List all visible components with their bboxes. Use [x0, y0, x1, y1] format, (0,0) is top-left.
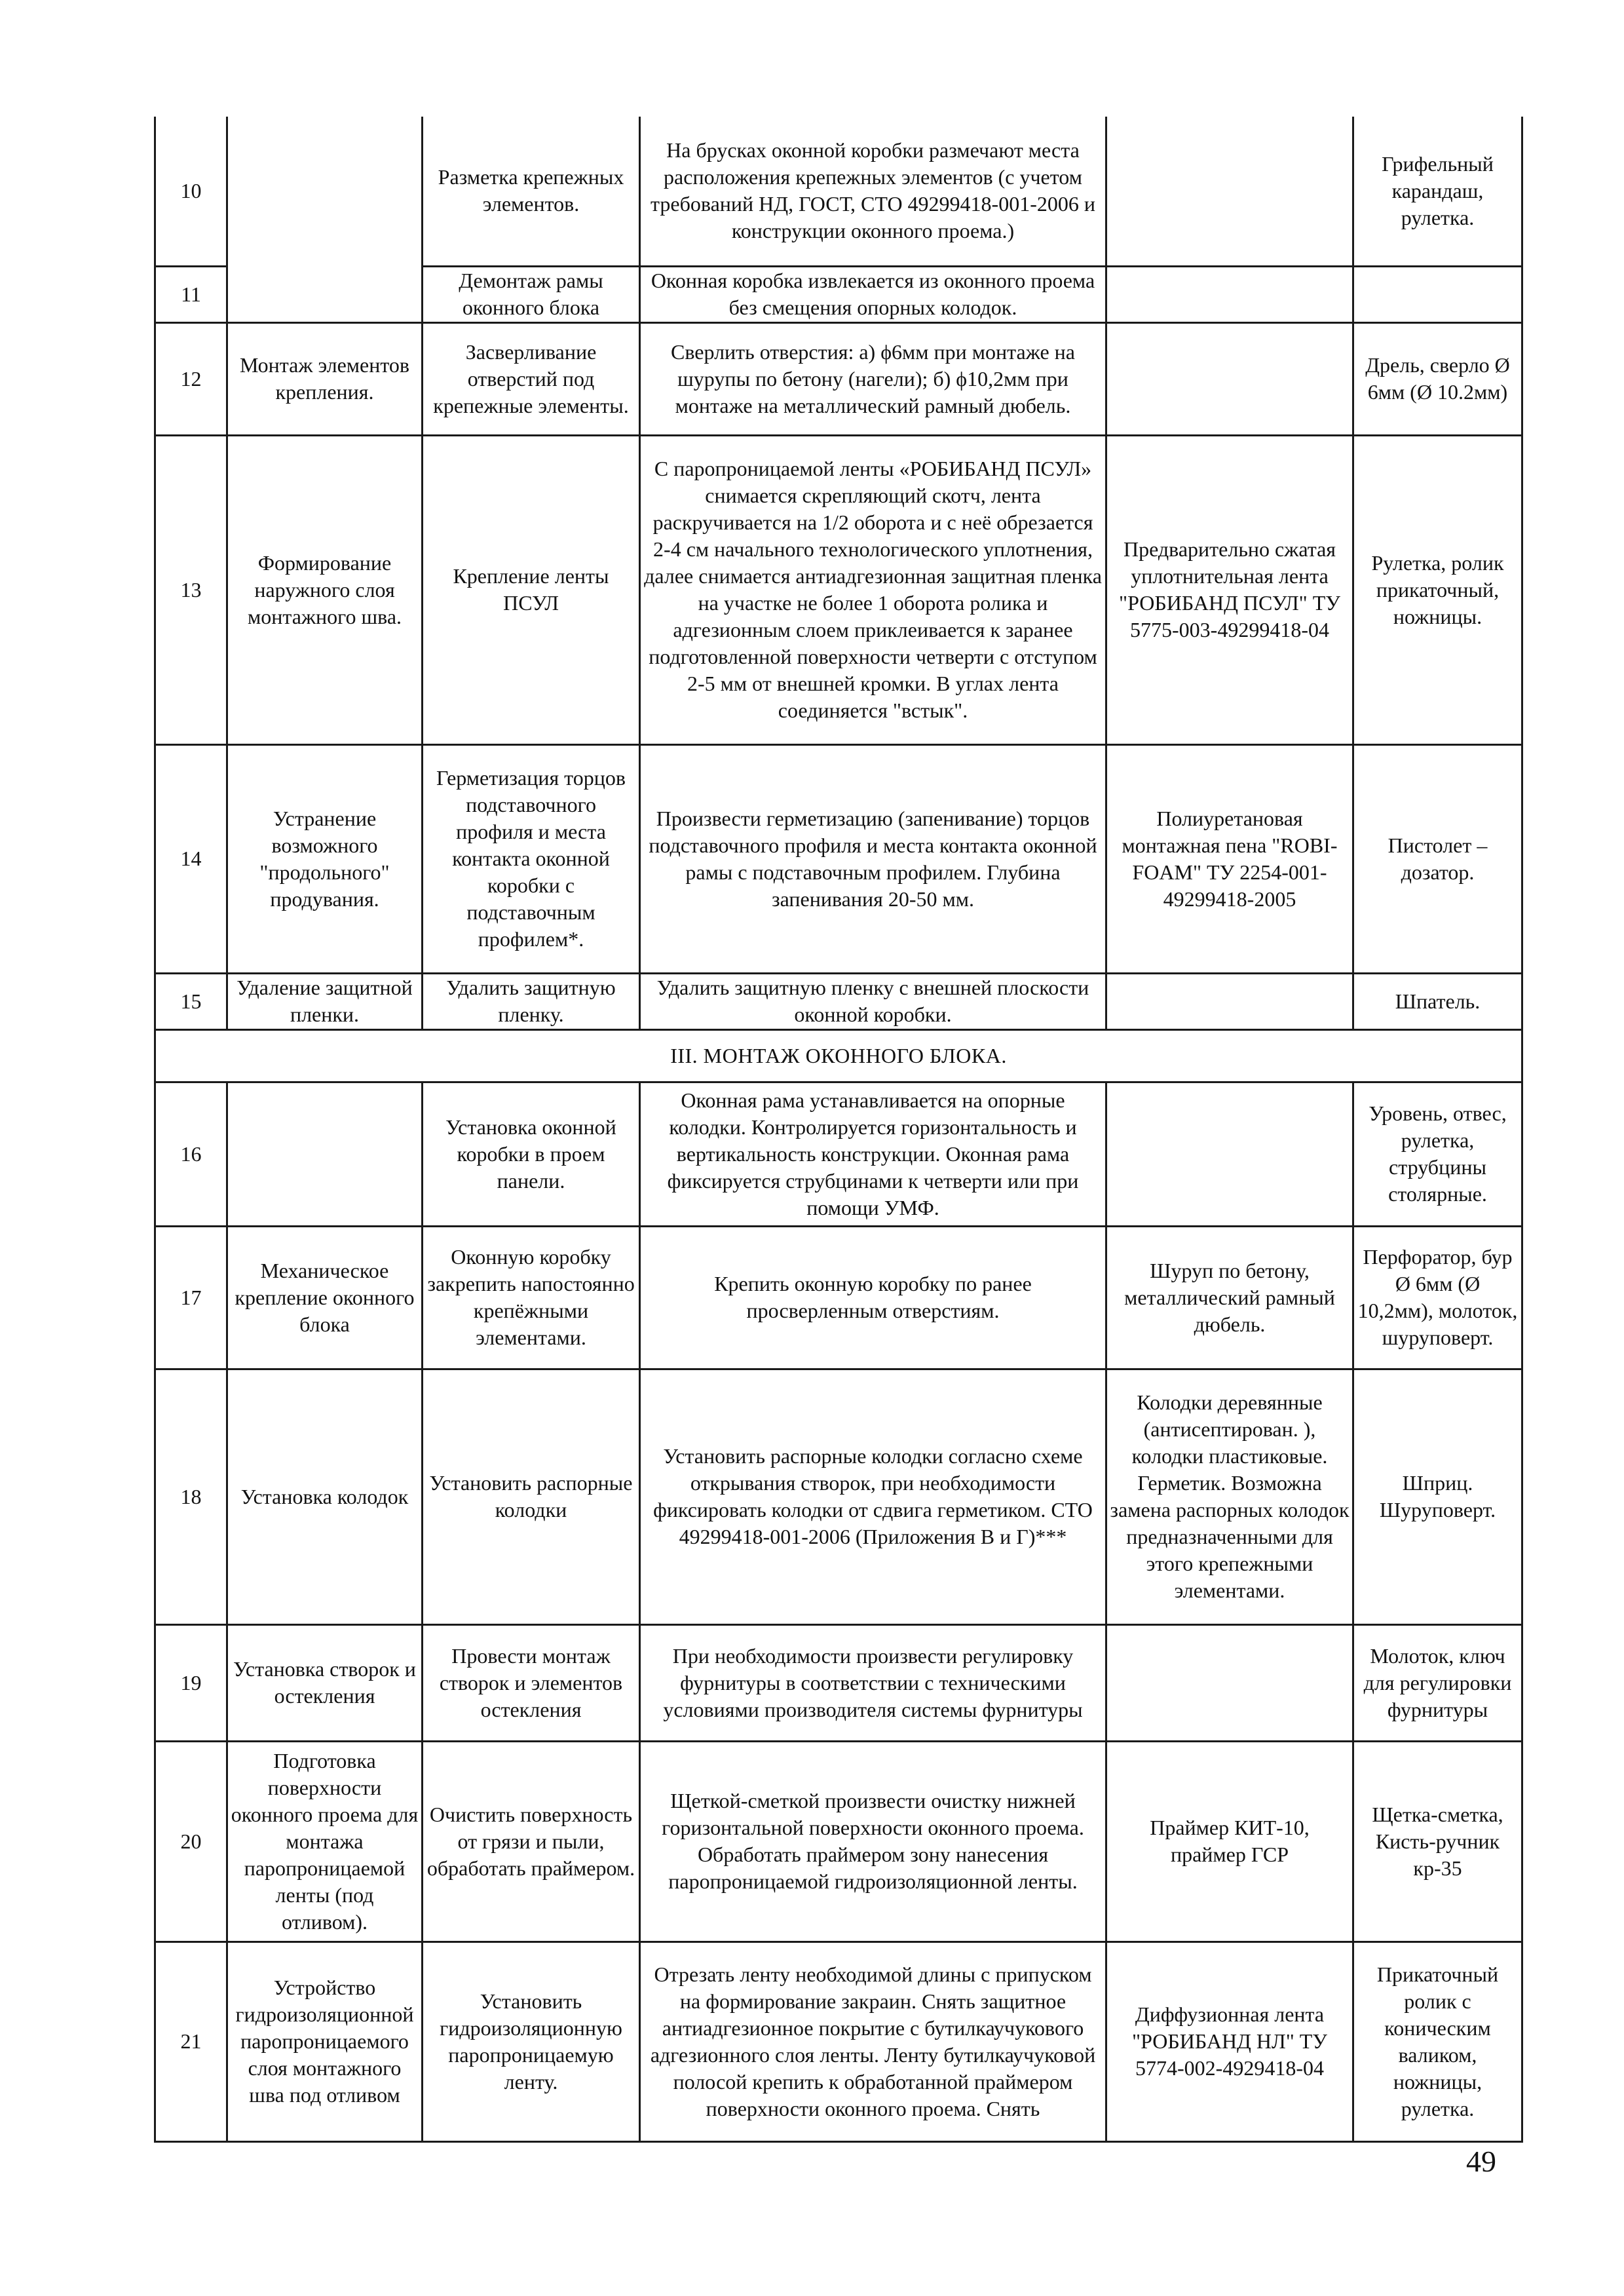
tools-cell: Молоток, ключ для регулировки фурнитуры [1353, 1624, 1522, 1741]
tools-cell: Шприц. Шуруповерт. [1353, 1369, 1522, 1624]
table-row [155, 1226, 1522, 1369]
row-number: 21 [155, 1942, 227, 2141]
content-cell: С паропроницаемой ленты «РОБИБАНД ПСУЛ» снимается скрепляющий скотч, лента раскручивается на 1/2 оборота и с неё обрезается 2-4 см начального технологического уплотнения, далее снимается антиадгезионная защитная пленка на участке не более 1 оборота ролика и адгезионным слоем приклеивается к заранее подготовленной поверхности четверти с отступом 2-5 мм от внешней кромки. В углах лента соединяется "встык". [640, 435, 1106, 744]
section-title: III. МОНТАЖ ОКОННОГО БЛОКА. [155, 1029, 1522, 1082]
tools-cell: Перфоратор, бур Ø 6мм (Ø 10,2мм), молоток, шуруповерт. [1353, 1226, 1522, 1369]
content-cell: При необходимости произвести регулировку фурнитуры в соответствии с техническими условиями производителя системы фурнитуры [640, 1624, 1106, 1741]
tools-cell: Прикаточный ролик с коническим валиком, ножницы, рулетка. [1353, 1942, 1522, 2141]
row-number: 14 [155, 744, 227, 973]
table-row [155, 322, 1522, 435]
materials-cell: Шуруп по бетону, металлический рамный дюбель. [1106, 1226, 1353, 1369]
operation-cell: Очистить поверхность от грязи и пыли, обработать праймером. [423, 1741, 640, 1942]
tools-cell: Шпатель. [1353, 973, 1522, 1029]
stage-cell: Устранение возможного "продольного" продувания. [227, 744, 423, 973]
tools-cell: Щетка-сметка, Кисть-ручник кр-35 [1353, 1741, 1522, 1942]
section-row [155, 1029, 1522, 1082]
content-cell: Крепить оконную коробку по ранее просверленным отверстиям. [640, 1226, 1106, 1369]
stage-cell: Устройство гидроизоляционной паропроницаемого слоя монтажного шва под отливом [227, 1942, 423, 2141]
content-cell: Щеткой-сметкой произвести очистку нижней горизонтальной поверхности оконного проема. Обработать праймером зону нанесения паропроницаемой гидроизоляционной ленты. [640, 1741, 1106, 1942]
operation-cell: Удалить защитную пленку. [423, 973, 640, 1029]
operation-cell: Крепление ленты ПСУЛ [423, 435, 640, 744]
stage-cell: Подготовка поверхности оконного проема для монтажа паропроницаемой ленты (под отливом). [227, 1741, 423, 1942]
stage-cell: Установка створок и остекления [227, 1624, 423, 1741]
content-cell: Оконная рама устанавливается на опорные колодки. Контролируется горизонтальность и вертикальность конструкции. Оконная рама фиксируется струбцинами к четверти или при помощи УМФ. [640, 1082, 1106, 1226]
materials-cell: Предварительно сжатая уплотнительная лента "РОБИБАНД ПСУЛ" ТУ 5775-003-49299418-04 [1106, 435, 1353, 744]
tools-cell: Уровень, отвес, рулетка, струбцины столярные. [1353, 1082, 1522, 1226]
table-row [155, 973, 1522, 1029]
content-cell: Произвести герметизацию (запенивание) торцов подставочного профиля и места контакта оконной рамы с подставочным профилем. Глубина запенивания 20-50 мм. [640, 744, 1106, 973]
table-row [155, 1942, 1522, 2141]
materials-cell: Диффузионная лента "РОБИБАНД НЛ" ТУ 5774-002-4929418-04 [1106, 1942, 1353, 2141]
stage-cell: Механическое крепление оконного блока [227, 1226, 423, 1369]
materials-cell [1106, 973, 1353, 1029]
row-number: 11 [155, 266, 227, 322]
row-number: 13 [155, 435, 227, 744]
content-cell: Удалить защитную пленку с внешней плоскости оконной коробки. [640, 973, 1106, 1029]
row-number: 10 [155, 117, 227, 266]
operation-cell: Разметка крепежных элементов. [423, 117, 640, 266]
table-row [155, 1741, 1522, 1942]
table-row [155, 744, 1522, 973]
content-cell: Оконная коробка извлекается из оконного проема без смещения опорных колодок. [640, 266, 1106, 322]
stage-cell: Формирование наружного слоя монтажного шва. [227, 435, 423, 744]
operation-cell: Демонтаж рамы оконного блока [423, 266, 640, 322]
tools-cell: Дрель, сверло Ø 6мм (Ø 10.2мм) [1353, 322, 1522, 435]
table-row [155, 435, 1522, 744]
table-row [155, 1082, 1522, 1226]
operation-cell: Установить распорные колодки [423, 1369, 640, 1624]
materials-cell [1106, 1624, 1353, 1741]
stage-cell [227, 117, 423, 322]
row-number: 17 [155, 1226, 227, 1369]
row-number: 16 [155, 1082, 227, 1226]
stage-cell: Удаление защитной пленки. [227, 973, 423, 1029]
table-row [155, 1369, 1522, 1624]
work-table [154, 117, 1523, 2143]
content-cell: Сверлить отверстия: а) ϕ6мм при монтаже на шурупы по бетону (нагели); б) ϕ10,2мм при монтаже на металлический рамный дюбель. [640, 322, 1106, 435]
tools-cell: Грифельный карандаш, рулетка. [1353, 117, 1522, 266]
operation-cell: Оконную коробку закрепить напостоянно крепёжными элементами. [423, 1226, 640, 1369]
materials-cell [1106, 266, 1353, 322]
operation-cell: Герметизация торцов подставочного профиля и места контакта оконной коробки с подставочным профилем*. [423, 744, 640, 973]
content-cell: На брусках оконной коробки размечают места расположения крепежных элементов (с учетом требований НД, ГОСТ, СТО 49299418-001-2006 и конструкции оконного проема.) [640, 117, 1106, 266]
tools-cell: Пистолет – дозатор. [1353, 744, 1522, 973]
table-row [155, 117, 1522, 266]
stage-cell: Монтаж элементов крепления. [227, 322, 423, 435]
content-cell: Отрезать ленту необходимой длины с припуском на формирование закраин. Снять защитное антиадгезионное покрытие с бутилкаучукового адгезионного слоя ленты. Ленту бутилкаучуковой полосой крепить к обработанной праймером поверхности оконного проема. Снять [640, 1942, 1106, 2141]
row-number: 20 [155, 1741, 227, 1942]
row-number: 18 [155, 1369, 227, 1624]
materials-cell [1106, 1082, 1353, 1226]
materials-cell: Полиуретановая монтажная пена "ROBI-FOAM" ТУ 2254-001-49299418-2005 [1106, 744, 1353, 973]
table-row [155, 1624, 1522, 1741]
materials-cell: Колодки деревянные (антисептирован. ), колодки пластиковые. Герметик. Возможна замена распорных колодок предназначенными для этого крепежными элементами. [1106, 1369, 1353, 1624]
stage-cell [227, 1082, 423, 1226]
operation-cell: Засверливание отверстий под крепежные элементы. [423, 322, 640, 435]
materials-cell [1106, 117, 1353, 266]
page-number: 49 [1466, 2145, 1496, 2178]
tools-cell [1353, 266, 1522, 322]
row-number: 12 [155, 322, 227, 435]
operation-cell: Установить гидроизоляционную паропроницаемую ленту. [423, 1942, 640, 2141]
content-cell: Установить распорные колодки согласно схеме открывания створок, при необходимости фиксировать колодки от сдвига герметиком. СТО 49299418-001-2006 (Приложения В и Г)*** [640, 1369, 1106, 1624]
materials-cell [1106, 322, 1353, 435]
stage-cell: Установка колодок [227, 1369, 423, 1624]
operation-cell: Установка оконной коробки в проем панели. [423, 1082, 640, 1226]
row-number: 19 [155, 1624, 227, 1741]
operation-cell: Провести монтаж створок и элементов остекления [423, 1624, 640, 1741]
materials-cell: Праймер КИТ-10, праймер ГСР [1106, 1741, 1353, 1942]
row-number: 15 [155, 973, 227, 1029]
tools-cell: Рулетка, ролик прикаточный, ножницы. [1353, 435, 1522, 744]
